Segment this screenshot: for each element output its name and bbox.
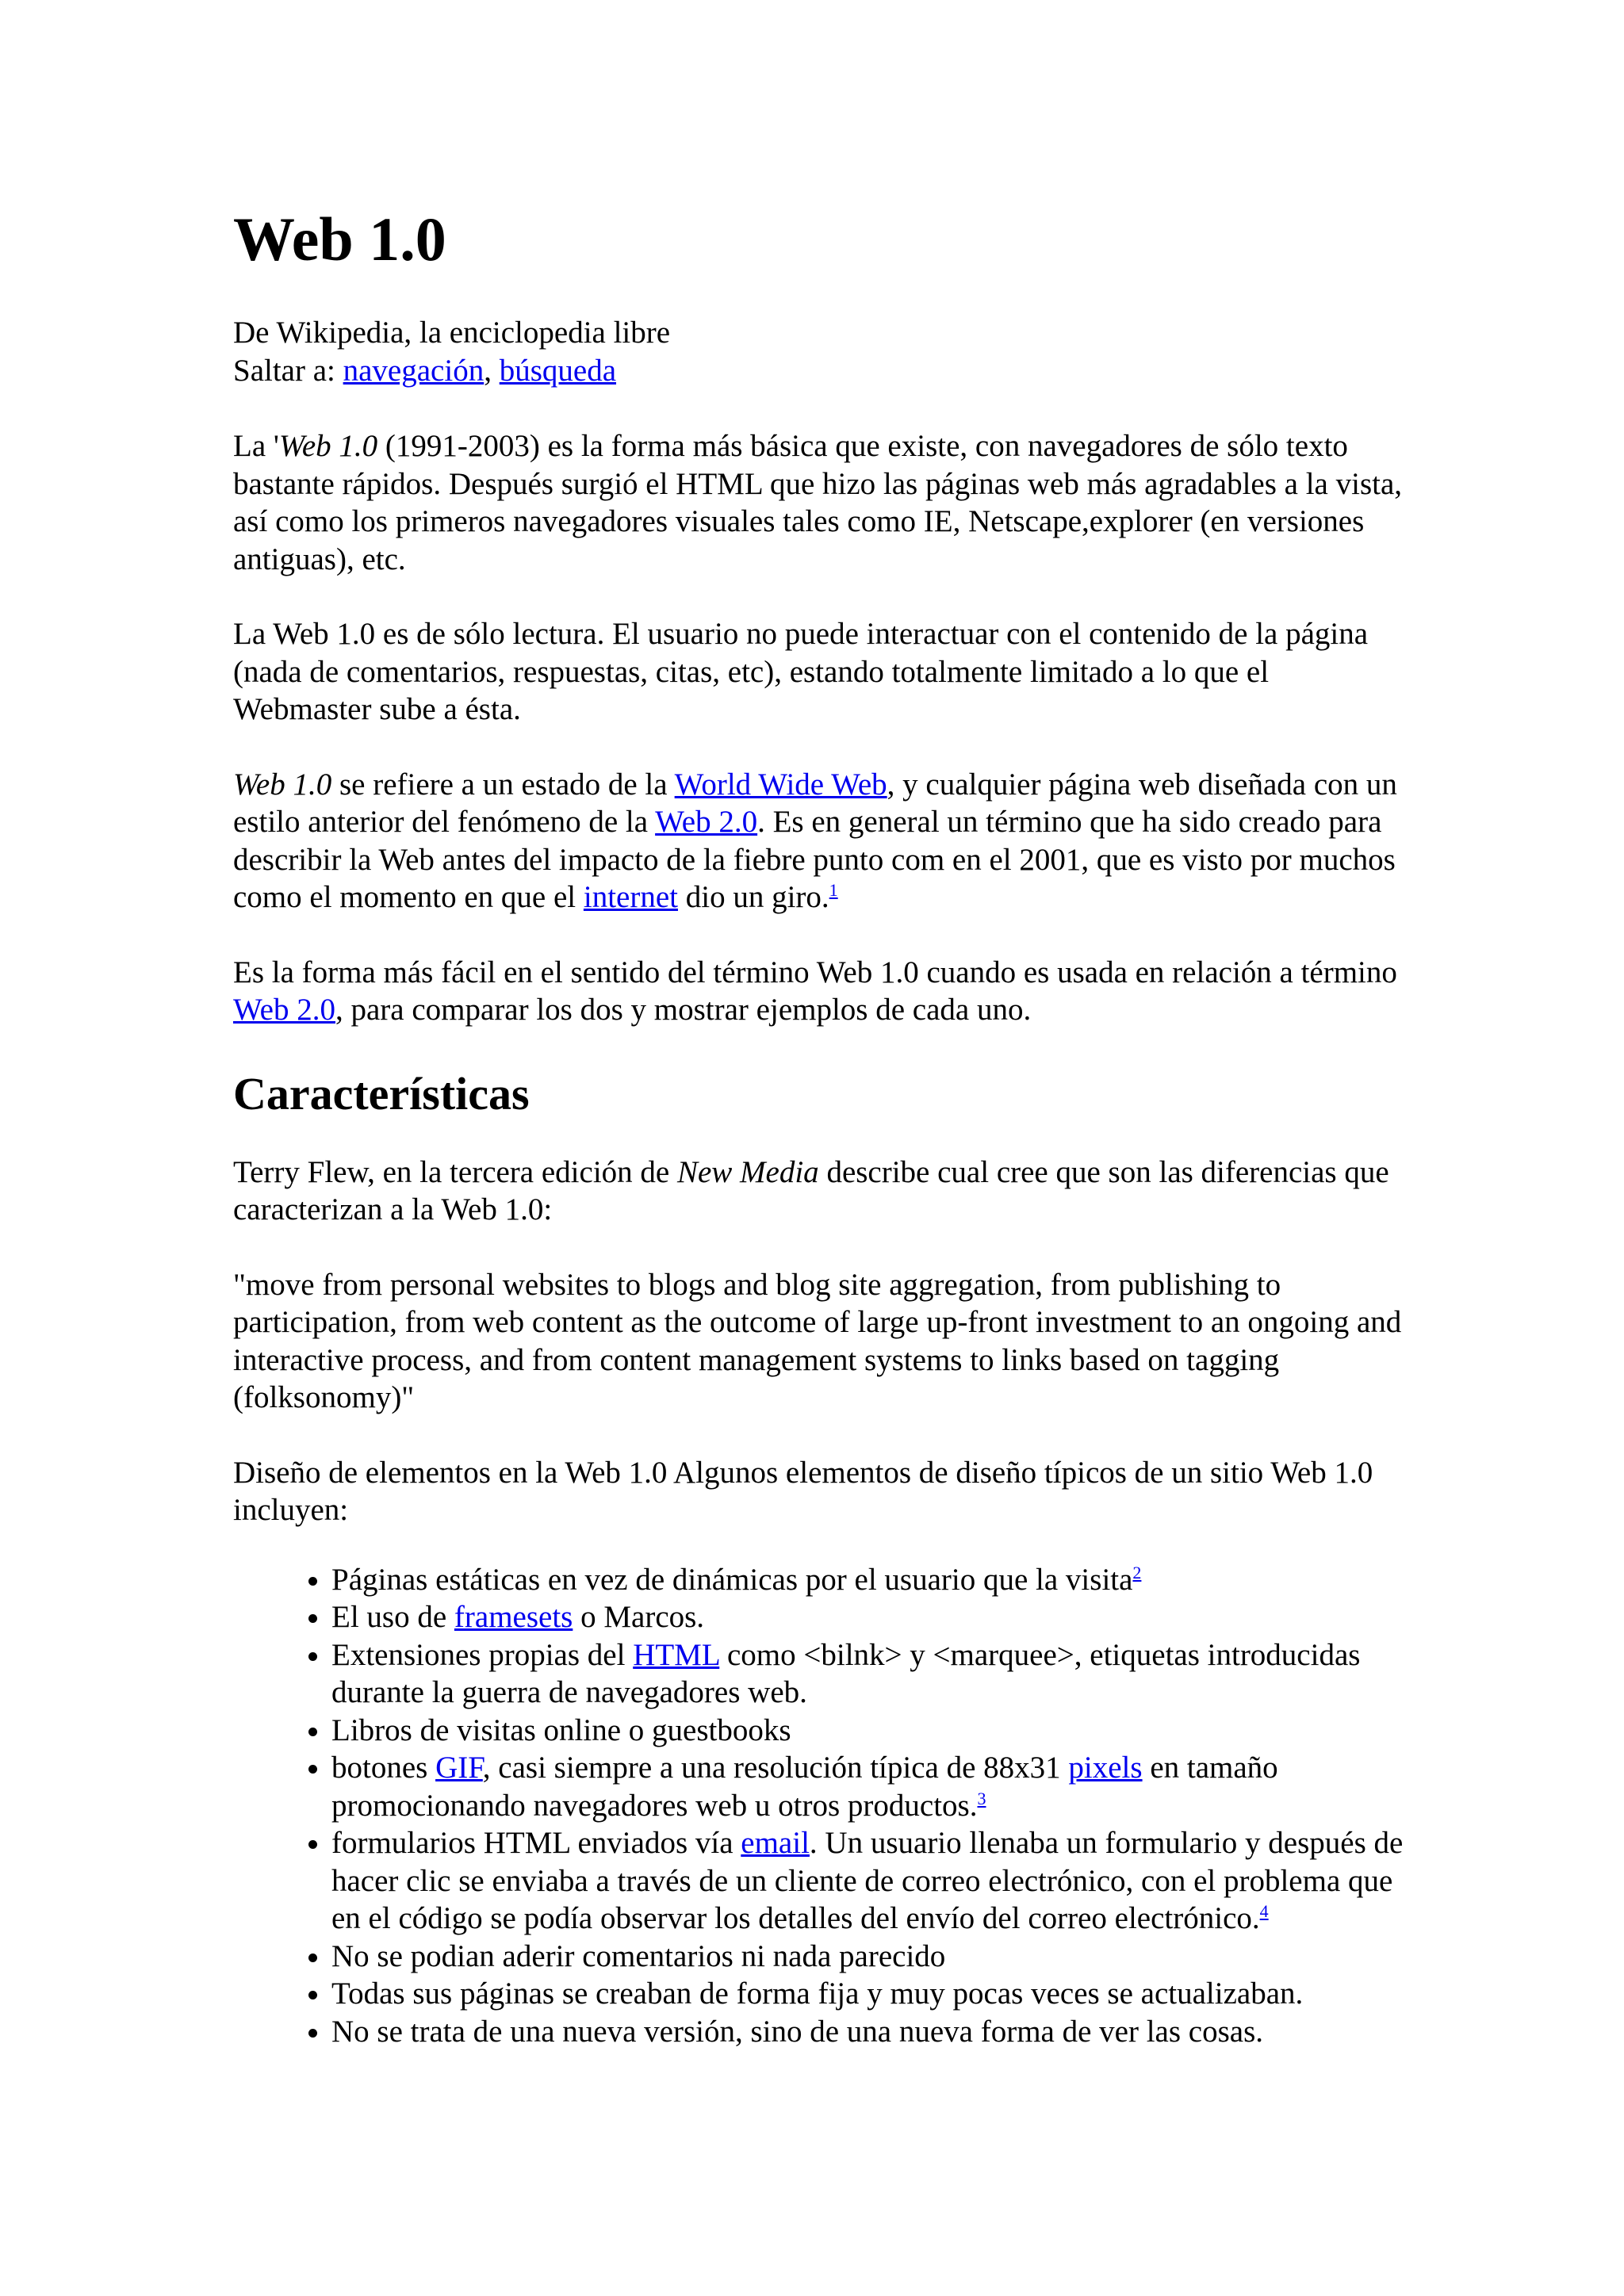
ref-1-link[interactable]: 1 [829,880,838,900]
section-heading-caracteristicas: Características [233,1067,530,1119]
p3-text-c: . Es en general un término que ha sido creado para describir la Web antes del impacto de la fiebre punto com en el 2001, que es visto por muchos como el momento en que el [233,805,1396,914]
list-item: • Todas sus páginas se creaban de forma fija y muy pocas veces se actualizaban. [331,1975,1407,2013]
jump-separator: , [484,353,500,388]
list-item [331,1598,1407,1636]
paragraph-design-elements: Diseño de elementos en la Web 1.0 Algunos elementos de diseño típicos de un sitio Web 1.0 incluyen: [233,1455,1373,1527]
p3-text-b: , y cualquier página web diseñada con un estilo anterior del fenómeno de la [233,767,1397,839]
p1-emphasis: Web 1.0 [278,429,378,463]
web-2-0-link[interactable]: Web 2.0 [655,805,758,839]
li3-text-a: Extensiones propias del [331,1637,634,1672]
pixels-link[interactable]: pixels [1068,1751,1143,1785]
p3-emphasis: Web 1.0 [233,767,332,802]
p4-text-b: , para comparar los dos y mostrar ejemplos de cada uno. [335,993,1032,1027]
list-item [331,1824,1407,1938]
intro-text-a: Terry Flew, en la tercera edición de [233,1154,677,1189]
list-item [331,1561,1407,1599]
ref-3-link[interactable]: 3 [977,1788,986,1808]
li2-text-a: El uso de [331,1600,454,1634]
li3-text-b: como <bilnk> y <marquee>, etiquetas introducidas durante la guerra de navegadores web. [331,1637,1361,1709]
li6-text-a: formularios HTML enviados vía [331,1826,741,1860]
site-sub [233,314,1407,389]
li1-text: Páginas estáticas en vez de dinámicas por el usuario que la visita [331,1562,1133,1597]
design-elements-list [233,1561,1407,2051]
paragraph-comparison [233,954,1407,1029]
html-link[interactable]: HTML [633,1637,720,1672]
paragraph-intro [233,427,1407,578]
list-item [331,1749,1407,1824]
internet-link[interactable]: internet [583,880,678,914]
li5-text-c: en tamaño promocionando navegadores web u otros productos. [331,1751,1278,1823]
li5-text-b: , casi siempre a una resolución típica de 88x31 [482,1751,1069,1785]
jump-prefix: Saltar a: [233,353,343,388]
gif-link[interactable]: GIF [435,1751,483,1785]
page-title: Web 1.0 [233,205,446,274]
list-item: • No se podian aderir comentarios ni nada parecido [331,1938,1407,1976]
jump-to-search-link[interactable]: búsqueda [499,353,617,388]
paragraph-quote: "move from personal websites to blogs and blog site aggregation, from publishing to participation, from web content as the outcome of large up-front investment to an ongoing and interactive process, and from content management systems to links based on tagging (folksonomy)" [233,1267,1402,1414]
list-item: • No se trata de una nueva versión, sino de una nueva forma de ver las cosas. [331,2013,1407,2051]
web-2-0-link-2[interactable]: Web 2.0 [233,993,335,1027]
list-item [331,1636,1407,1712]
email-link[interactable]: email [741,1826,810,1860]
jump-to-navigation-link[interactable]: navegación [343,353,485,388]
paragraph-definition [233,766,1407,916]
p1-text-a: La ' [233,429,279,463]
list-item: • Libros de visitas online o guestbooks [331,1712,1407,1750]
intro-text-b: describe cual cree que son las diferencias que caracterizan a la Web 1.0: [233,1154,1389,1226]
world-wide-web-link[interactable]: World Wide Web [674,767,887,802]
li6-text-b: . Un usuario llenaba un formulario y después de hacer clic se enviaba a través de un cliente de correo electrónico, con el problema que en el código se podía observar los detalles del envío del correo electrónico. [331,1826,1404,1935]
paragraph-read-only: La Web 1.0 es de sólo lectura. El usuario no puede interactuar con el contenido de la página (nada de comentarios, respuestas, citas, etc), estando totalmente limitado a lo que el Webmaster sube a ésta. [233,617,1369,726]
li5-text-a: botones [331,1751,436,1785]
p4-text-a: Es la forma más fácil en el sentido del término Web 1.0 cuando es usada en relación a término [233,955,1397,989]
article [233,176,1407,2050]
framesets-link[interactable]: framesets [454,1600,573,1634]
p3-text-d: dio un giro. [678,880,829,914]
intro-emphasis: New Media [676,1154,819,1189]
p1-text-b: (1991-2003) es la forma más básica que existe, con navegadores de sólo texto bastante rápidos. Después surgió el HTML que hizo las páginas web más agradables a la vista, así como los primeros navegadores visuales tales como IE, Netscape,explorer (en versiones antiguas), etc. [233,429,1403,576]
ref-2-link[interactable]: 2 [1132,1562,1142,1582]
p3-text-a: se refiere a un estado de la [331,767,675,802]
paragraph-terry-flew [233,1154,1407,1229]
ref-4-link[interactable]: 4 [1259,1901,1269,1921]
li2-text-b: o Marcos. [573,1600,705,1634]
site-sub-text: De Wikipedia, la enciclopedia libre [233,316,671,350]
